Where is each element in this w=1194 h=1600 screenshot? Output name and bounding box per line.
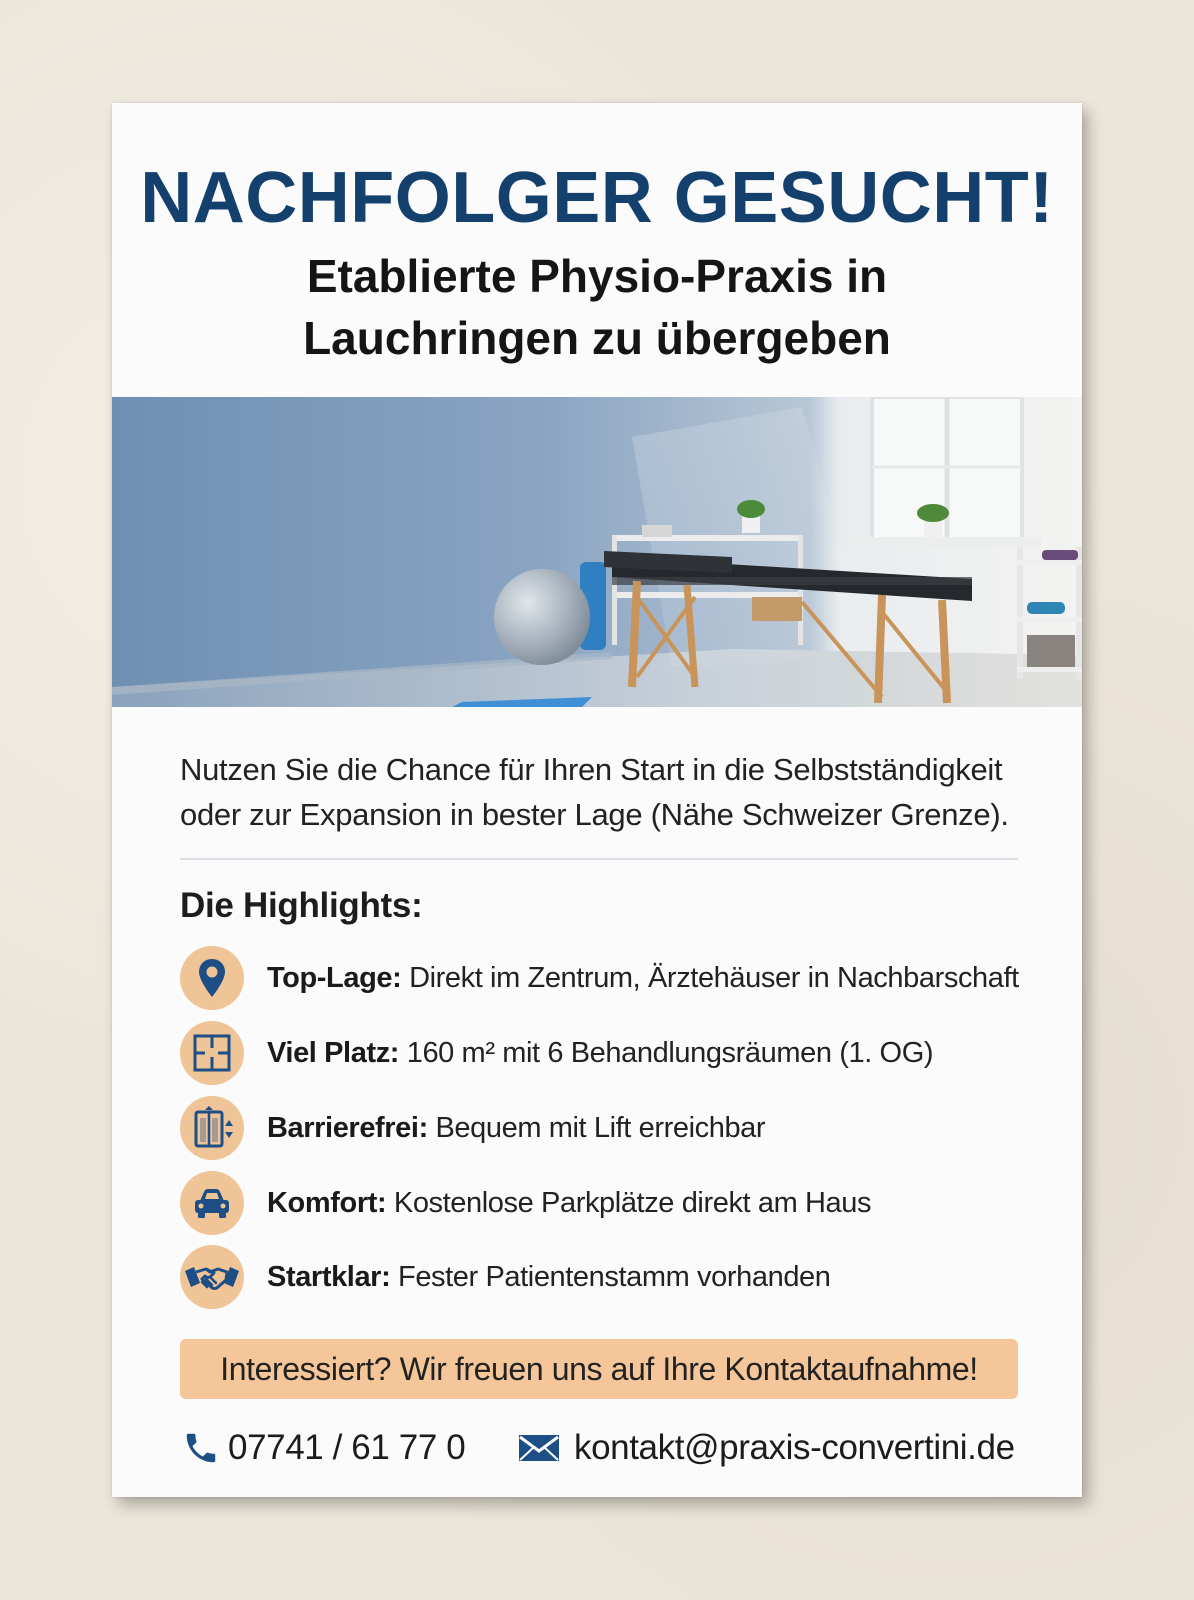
highlight-label: Komfort: [267, 1187, 387, 1219]
highlight-item-viel-platz [180, 1021, 1040, 1085]
practice-photo [112, 397, 1082, 707]
car-icon [180, 1171, 244, 1235]
headline: NACHFOLGER GESUCHT! [140, 158, 1054, 238]
highlight-item-startklar [180, 1245, 1040, 1309]
highlight-item-barrierefrei [180, 1096, 1040, 1160]
phone-number: 07741 / 61 77 0 [228, 1428, 466, 1467]
highlight-text: 160 m² mit 6 Behandlungsräumen (1. OG) [399, 1037, 934, 1069]
highlight-text: Kostenlose Parkplätze direkt am Haus [386, 1187, 872, 1219]
envelope-icon [518, 1429, 560, 1465]
phone-icon [182, 1429, 220, 1467]
highlight-label: Barrierefrei: [267, 1112, 428, 1144]
email-contact[interactable] [518, 1423, 1018, 1473]
flyer [112, 103, 1082, 1497]
subheadline-line-2: Lauchringen zu übergeben [303, 312, 891, 364]
highlight-label: Top-Lage: [267, 962, 402, 994]
intro-line-1: Nutzen Sie die Chance für Ihren Start in die Selbstständigkeit [180, 752, 1003, 787]
highlight-item-top-lage [180, 946, 1040, 1010]
floor-plan-icon [180, 1021, 244, 1085]
location-pin-icon [180, 946, 244, 1010]
highlights-title: Die Highlights: [180, 886, 423, 925]
email-address: kontakt@praxis-convertini.de [574, 1428, 1015, 1467]
contact-call-to-action: Interessiert? Wir freuen uns auf Ihre Kontaktaufnahme! [180, 1339, 1018, 1399]
highlight-label: Startklar: [267, 1261, 391, 1293]
highlight-text: Bequem mit Lift erreichbar [427, 1112, 766, 1144]
subheadline [112, 245, 1082, 369]
elevator-icon [180, 1096, 244, 1160]
highlight-item-komfort [180, 1171, 1040, 1235]
intro-text [180, 747, 1030, 837]
handshake-icon [180, 1245, 244, 1309]
highlight-label: Viel Platz: [267, 1037, 400, 1069]
intro-line-2: oder zur Expansion in bester Lage (Nähe Schweizer Grenze). [180, 797, 1009, 832]
subheadline-line-1: Etablierte Physio-Praxis in [306, 250, 888, 302]
highlight-text: Direkt im Zentrum, Ärztehäuser in Nachbarschaft [401, 962, 1019, 994]
divider [180, 858, 1018, 860]
phone-contact[interactable] [182, 1423, 482, 1473]
highlight-text: Fester Patientenstamm vorhanden [390, 1261, 831, 1293]
